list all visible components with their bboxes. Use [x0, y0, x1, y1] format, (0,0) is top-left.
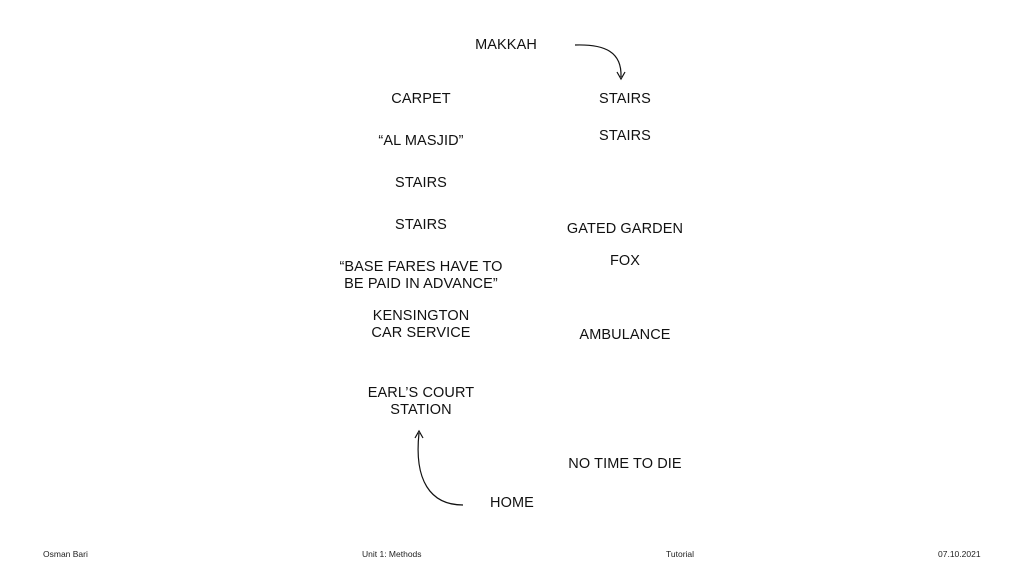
arrowhead-stairs	[617, 72, 625, 79]
node-stairs-right-2: STAIRS	[599, 128, 651, 144]
node-makkah: MAKKAH	[475, 37, 537, 53]
footer-unit: Unit 1: Methods	[362, 549, 422, 559]
node-base-fares: “BASE FARES HAVE TO BE PAID IN ADVANCE”	[339, 259, 503, 292]
footer-author: Osman Bari	[43, 549, 88, 559]
node-kensington-car-service: KENSINGTON CAR SERVICE	[371, 308, 471, 341]
node-earls-court-station: EARL’S COURT STATION	[367, 385, 475, 418]
arrow-home-to-earls-court	[418, 433, 463, 505]
node-fox: FOX	[609, 253, 641, 269]
arrow-makkah-to-stairs	[575, 45, 621, 77]
arrowhead-earls-court	[415, 431, 423, 438]
footer-date: 07.10.2021	[938, 549, 981, 559]
footer-session: Tutorial	[666, 549, 695, 559]
node-no-time-to-die: NO TIME TO DIE	[568, 456, 682, 472]
node-stairs-right-1: STAIRS	[599, 91, 651, 107]
node-stairs-left-1: STAIRS	[395, 175, 447, 191]
node-al-masjid: “AL MASJID”	[378, 133, 464, 149]
node-home: HOME	[490, 495, 534, 511]
node-carpet: CARPET	[391, 91, 451, 107]
node-stairs-left-2: STAIRS	[395, 217, 447, 233]
node-ambulance: AMBULANCE	[579, 327, 671, 343]
node-gated-garden: GATED GARDEN	[566, 221, 684, 237]
